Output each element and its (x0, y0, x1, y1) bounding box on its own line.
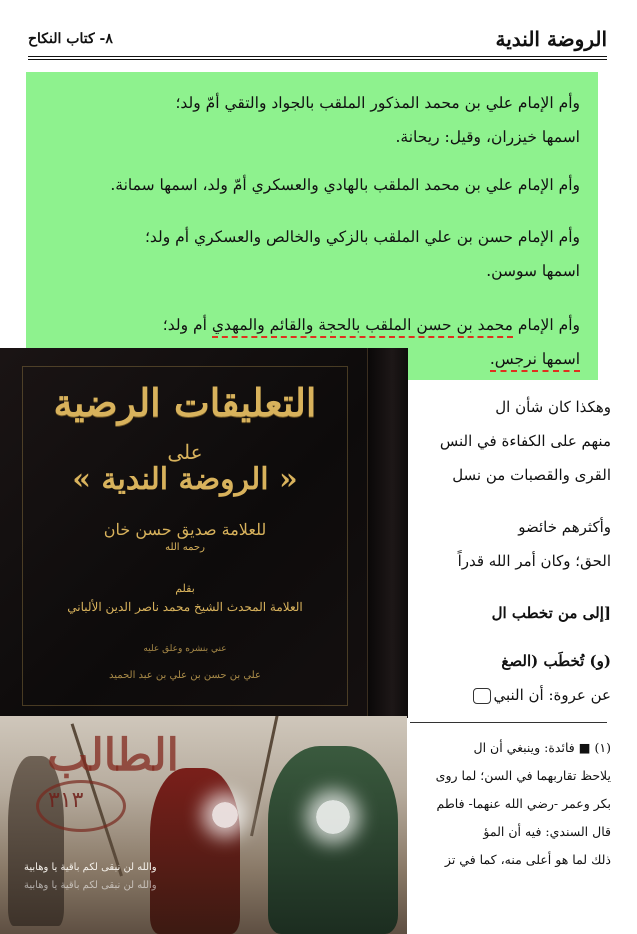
body-line: منهم على الكفاءة في النس (439, 432, 611, 450)
paragraph-line (42, 308, 580, 342)
narjis-underlined-text: اسمها نرجس. (490, 350, 580, 372)
calligraphy-number: ٣١٣ (48, 788, 84, 813)
cover-subtitle: « الروضة الندية » (72, 462, 298, 497)
paragraph-line: اسمها سوسن. (486, 262, 580, 280)
body-line: الحق؛ وكان أمر الله قدراً (457, 552, 611, 570)
cover-muhaddith: العلامة المحدث الشيخ محمد ناصر الدين الألباني (67, 600, 303, 614)
hadith-text: عن عروة: أن النبي (493, 686, 611, 704)
paragraph-2 (42, 168, 580, 202)
chapter-title: ٨- كتاب النكاح (28, 31, 113, 47)
photo-caption-watermark: والله لن نبقى لكم باقية يا وهابية (24, 880, 157, 891)
paragraph-3 (42, 220, 580, 288)
cover-title: التعليقات الرضية (53, 380, 317, 425)
salawat-icon (473, 688, 491, 704)
cover-publisher-name: علي بن حسن بن علي بن عبد الحميد (109, 670, 261, 681)
mahdi-underlined-text: محمد بن حسن الملقب بالحجة والقائم والمهدي (212, 316, 513, 338)
para4-prefix: وأم الإمام (512, 316, 580, 334)
blurred-face (316, 800, 350, 834)
paragraph-line: وأم الإمام علي بن محمد الملقب بالهادي والعسكري أمّ ولد، اسمها سمانة. (110, 176, 580, 194)
battle-photo (0, 716, 407, 934)
paragraph-line: اسمها خيزران، وقيل: ريحانة. (395, 128, 580, 146)
body-line: وهكذا كان شأن ال (495, 398, 611, 416)
footnote-divider (410, 722, 607, 723)
cover-publisher-line: عني بنشره وعلق عليه (143, 644, 227, 654)
para4-suffix: أم ولد؛ (162, 316, 212, 334)
paragraph-line: وأم الإمام علي بن محمد المذكور الملقب بالجواد والتقي أمّ ولد؛ (175, 94, 580, 112)
paragraph-line: وأم الإمام حسن بن علي الملقب بالزكي والخالص والعسكري أم ولد؛ (144, 228, 580, 246)
calligraphy-logo: الطالب (47, 730, 179, 781)
rider-figure (268, 746, 398, 934)
page-header (28, 22, 607, 60)
blurred-face (212, 802, 238, 828)
book-cover-image (0, 348, 408, 718)
footnote-line: (١) ■ فائدة: وينبغي أن ال (473, 740, 611, 755)
cover-tahqiq: بقلم (175, 582, 195, 595)
photo-caption: والله لن نبقى لكم باقية يا وهابية (24, 862, 157, 873)
cover-ala: على (167, 440, 203, 464)
footnote-line: قال السندي: فيه أن المؤ (483, 824, 611, 839)
cover-rahimahu: رحمه الله (165, 542, 205, 553)
hadith-line (471, 686, 611, 704)
body-line: القرى والقصبات من نسل (452, 466, 611, 484)
footnote-line: بكر وعمر -رضي الله عنهما- فاطم (436, 796, 611, 811)
highlighted-block (26, 72, 598, 380)
book-title: الروضة الندية (495, 27, 607, 51)
footnote-line: ذلك لما هو أعلى منه، كما في تز (444, 852, 611, 867)
body-line: وأكثرهم خائضو (518, 518, 611, 536)
matn-line: (و) تُخطَب (الصغ (501, 652, 611, 670)
section-heading: [إلى من تخطب ال (491, 604, 611, 622)
footnote-line: يلاحظ تقاربهما في السن؛ لما روى (435, 768, 611, 783)
cover-spine (367, 348, 408, 718)
paragraph-1 (42, 86, 580, 154)
cover-author: للعلامة صديق حسن خان (103, 520, 267, 539)
